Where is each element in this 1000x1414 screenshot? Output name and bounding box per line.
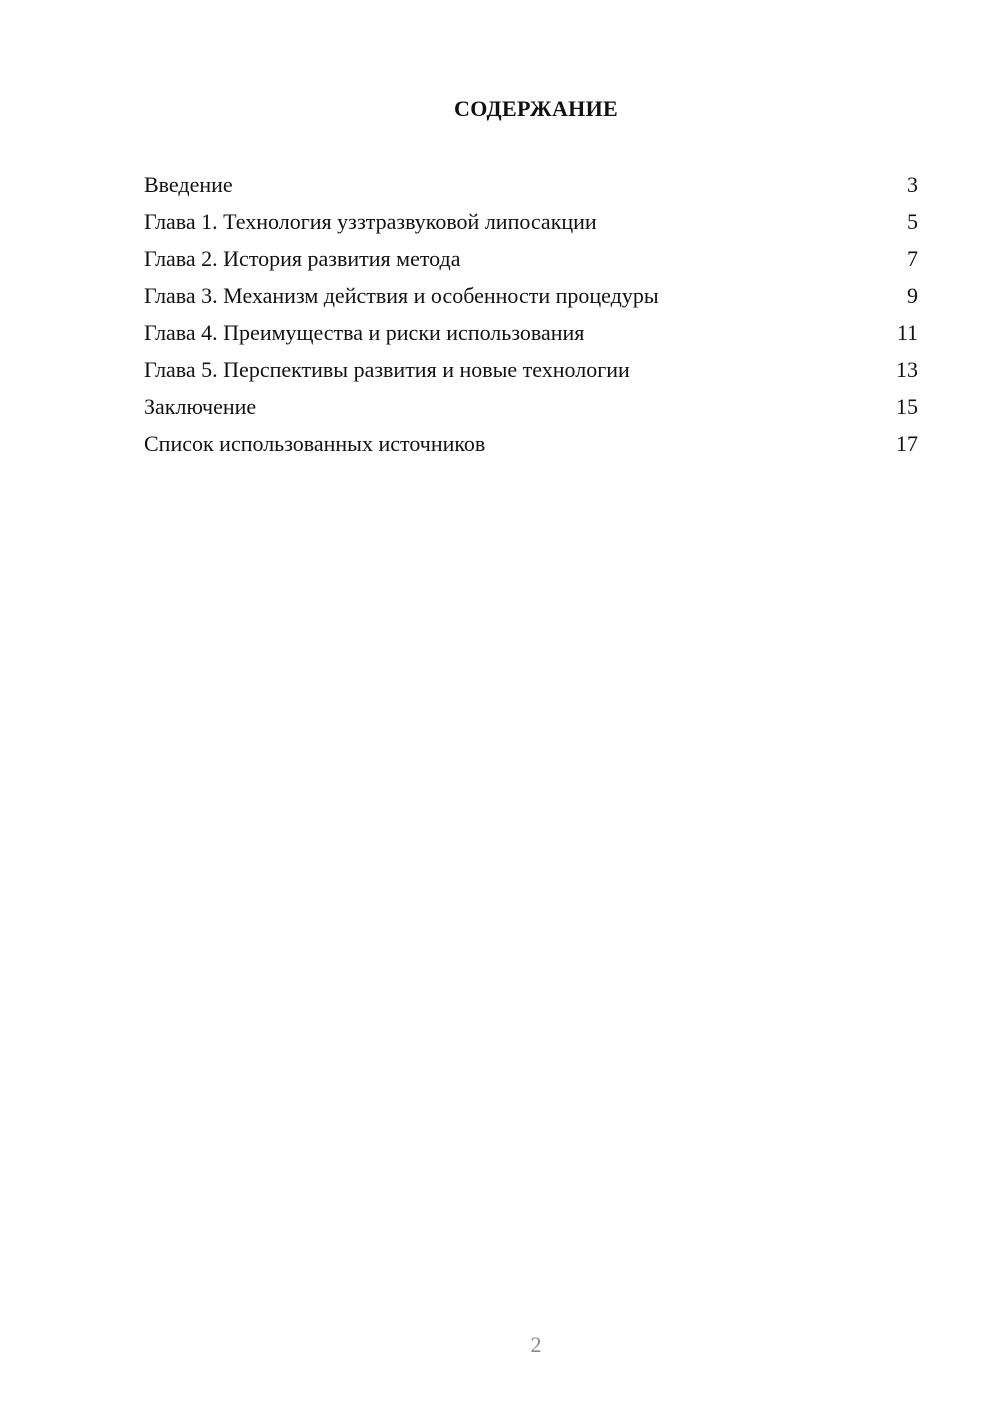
toc-entry-label: Введение [144, 172, 233, 197]
toc-entry-conclusion[interactable] [144, 390, 918, 427]
toc-entry-page: 5 [907, 209, 918, 234]
toc-entry-label: Глава 4. Преимущества и риски использования [144, 320, 585, 345]
toc-entry-page: 11 [896, 320, 918, 345]
toc-entry-label: Заключение [144, 394, 257, 419]
table-of-contents [144, 168, 918, 464]
toc-entry-chapter-1[interactable] [144, 205, 918, 242]
toc-entry-label: Глава 1. Технология уззтразвуковой липосакции [144, 209, 597, 234]
toc-entry-chapter-5[interactable] [144, 353, 918, 390]
toc-entry-page: 15 [896, 394, 918, 419]
toc-entry-introduction[interactable] [144, 168, 918, 205]
toc-entry-page: 7 [907, 246, 918, 271]
toc-entry-references[interactable] [144, 427, 918, 464]
toc-title: СОДЕРЖАНИЕ [454, 96, 618, 121]
page-number: 2 [530, 1332, 542, 1357]
toc-entry-chapter-4[interactable] [144, 316, 918, 353]
toc-entry-page: 17 [896, 431, 918, 456]
toc-entry-label: Глава 3. Механизм действия и особенности процедуры [144, 283, 659, 308]
toc-entry-label: Список использованных источников [144, 431, 486, 456]
toc-entry-page: 9 [907, 283, 918, 308]
toc-entry-chapter-2[interactable] [144, 242, 918, 279]
toc-entry-label: Глава 2. История развития метода [144, 246, 461, 271]
toc-entry-chapter-3[interactable] [144, 279, 918, 316]
toc-entry-label: Глава 5. Перспективы развития и новые технологии [144, 357, 630, 382]
toc-entry-page: 13 [896, 357, 918, 382]
toc-entry-page: 3 [907, 172, 918, 197]
